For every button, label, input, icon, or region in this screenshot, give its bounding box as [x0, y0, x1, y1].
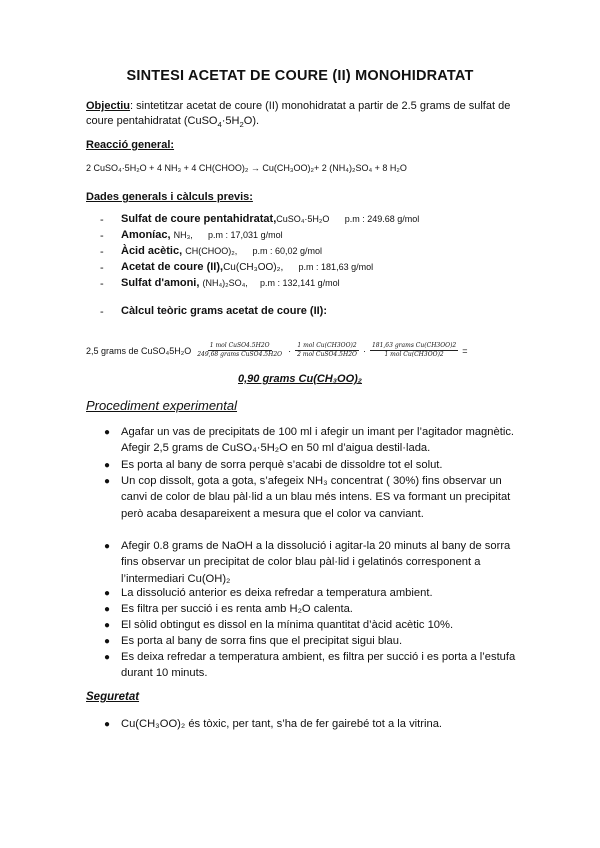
bullet-icon: ● — [104, 652, 111, 663]
data-item — [121, 261, 373, 273]
data-item-mass: p.m : 60,02 g/mol — [252, 246, 323, 256]
objective-label: Objectiu — [86, 100, 131, 112]
data-item-formula: NH₃, — [173, 230, 193, 240]
procedure-step: La dissolució anterior es deixa refredar a temperatura ambient. — [121, 587, 433, 599]
objective-text-2: ·5H — [221, 115, 240, 127]
procedure-step: Es deixa refredar a temperatura ambient, es filtra per succió i es porta a l’estufa durant 10 minuts. — [121, 651, 516, 680]
list-dash: - — [100, 306, 104, 318]
fraction-denominator: 1 mol Cu(CH3OO)2 — [384, 351, 444, 358]
data-item — [121, 229, 283, 241]
data-item-formula: CH(CHOO)₂, — [185, 246, 238, 256]
objective-paragraph — [86, 99, 516, 129]
fraction-numerator: 181,63 grams Cu(CH3OO)2 — [371, 342, 457, 349]
data-heading: Dades generals i càlculs previs: — [86, 191, 253, 203]
multiply-dot: · — [362, 345, 366, 356]
bullet-icon: ● — [104, 460, 111, 471]
fraction-denominator: 2 mol CuSO4.5H2O — [297, 351, 357, 358]
fraction-3 — [370, 342, 458, 359]
bullet-icon: ● — [104, 620, 111, 631]
list-dash: - — [100, 246, 104, 258]
data-item-name: Àcid acètic, — [121, 245, 183, 257]
data-item-mass: p.m : 181,63 g/mol — [298, 262, 374, 272]
fraction-denominator: 249,68 grams CuSO4.5H2O — [197, 351, 283, 358]
list-dash: - — [100, 262, 104, 274]
theoretical-heading: Càlcul teòric grams acetat de coure (II): — [121, 305, 328, 317]
procedure-heading: Procediment experimental — [86, 398, 238, 413]
objective-sub-2: 2 — [239, 120, 244, 130]
objective-text: : sintetitzar acetat de coure (II) monohidratat a partir de 2.5 grams de sulfat de coure pentahidratat (CuSO — [86, 100, 511, 127]
data-item — [121, 277, 340, 289]
procedure-step: Es filtra per succió i es renta amb H₂O calenta. — [121, 603, 353, 615]
bullet-icon: ● — [104, 541, 111, 552]
data-item-name: Amoníac, — [121, 229, 171, 241]
fraction-1 — [195, 342, 284, 359]
multiply-dot: · — [288, 345, 292, 356]
bullet-icon: ● — [104, 636, 111, 647]
data-item-name: Sulfat d'amoni, — [121, 277, 200, 289]
fraction-2 — [295, 342, 359, 359]
procedure-step: Es porta al bany de sorra perquè s’acabi de dissoldre tot el solut. — [121, 459, 443, 471]
bullet-icon: ● — [104, 427, 111, 438]
calculation-line — [86, 342, 468, 359]
fraction-numerator: 1 mol Cu(CH3OO)2 — [297, 342, 357, 349]
data-item-mass: p.m : 17,031 g/mol — [208, 230, 283, 240]
data-item-formula: (NH₄)₂SO₄, — [202, 278, 248, 288]
calc-start: 2,5 grams de CuSO₄5H₂O — [86, 345, 192, 356]
data-item-formula: CuSO₄·5H₂O — [276, 214, 330, 224]
calculation-result: 0,90 grams Cu(CH₃OO)₂ — [238, 373, 362, 385]
objective-sub-4: 4 — [217, 120, 222, 130]
procedure-step: El sòlid obtingut es dissol en la mínima quantitat d’àcid acètic 10%. — [121, 619, 454, 631]
data-item — [121, 245, 322, 257]
bullet-icon: ● — [104, 588, 111, 599]
equals-sign: = — [462, 345, 468, 356]
data-item-formula: Cu(CH₃OO)₂, — [223, 262, 284, 273]
bullet-icon: ● — [104, 476, 111, 487]
procedure-step: Es porta al bany de sorra fins que el precipitat sigui blau. — [121, 635, 403, 647]
reaction-equation: 2 CuSO₄·5H₂O + 4 NH₃ + 4 CH(CHOO)₂ → Cu(CH₃OO)₂+ 2 (NH₄)₂SO₄ + 8 H₂O — [86, 163, 407, 173]
reaction-heading: Reacció general: — [86, 139, 175, 151]
fraction-numerator: 1 mol CuSO4.5H2O — [209, 342, 270, 349]
procedure-step: Agafar un vas de precipitats de 100 ml i afegir un imant per l’agitador magnètic. Afegir 2,5 grams de CuSO₄·5H₂O en 50 ml d’aigua destil·lada. — [121, 426, 515, 455]
data-item — [121, 213, 419, 225]
procedure-step: Un cop dissolt, gota a gota, s’afegeix NH₃ concentrat ( 30%) fins observar un canvi de color de blau pàl·lid a un blau més intens. ES va formant un precipitat però acaba desapareixent a mesura que el color va canviant. — [121, 475, 511, 520]
bullet-icon: ● — [104, 604, 111, 615]
data-item-name: Sulfat de coure pentahidratat, — [121, 213, 277, 225]
data-item-name: Acetat de coure (II), — [121, 261, 224, 273]
bullet-icon: ● — [104, 719, 111, 730]
data-item-mass: p.m : 132,141 g/mol — [260, 278, 340, 288]
list-dash: - — [100, 278, 104, 290]
data-item-mass: p.m : 249.68 g/mol — [344, 214, 420, 224]
document-title: SINTESI ACETAT DE COURE (II) MONOHIDRATAT — [126, 68, 474, 84]
safety-item: Cu(CH₃OO)₂ és tòxic, per tant, s’ha de fer gairebé tot a la vitrina. — [121, 718, 443, 730]
safety-heading: Seguretat — [86, 691, 140, 703]
list-dash: - — [100, 230, 104, 242]
objective-text-3: O). — [243, 115, 260, 127]
list-dash: - — [100, 214, 104, 226]
procedure-step: Afegir 0.8 grams de NaOH a la dissolució i agitar-la 20 minuts al bany de sorra fins observar un precipitat de color blau pàl·lid i gelatinós corresponent a l’intermediari Cu(OH)₂ — [121, 540, 511, 585]
